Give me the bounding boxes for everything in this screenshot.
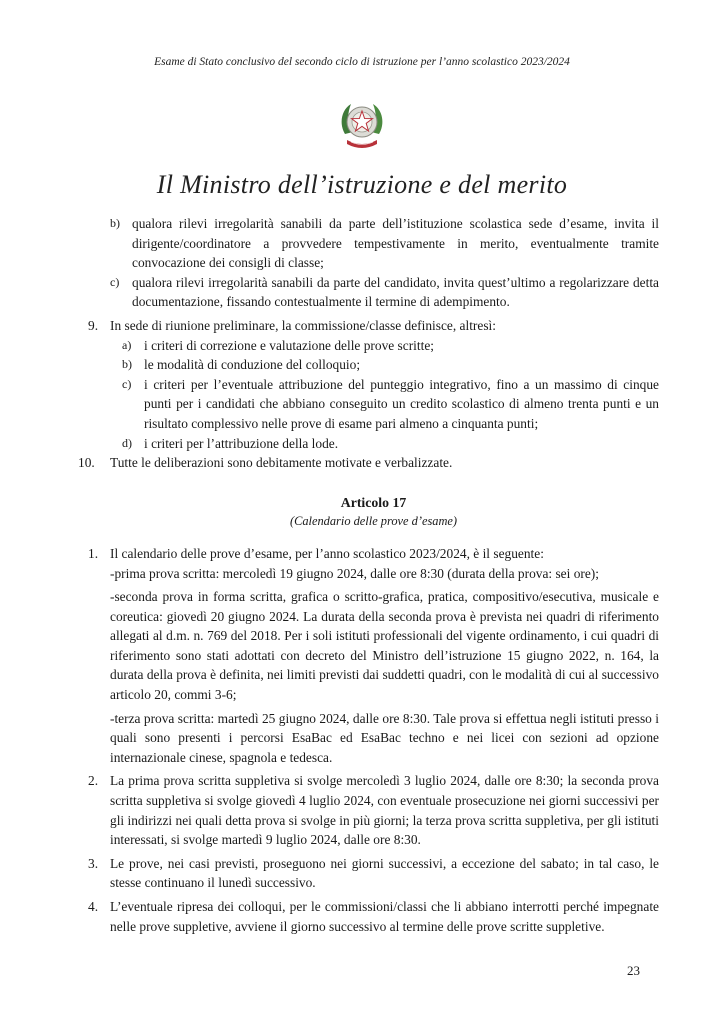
page-number: 23 [627, 963, 640, 978]
item-label: b) [110, 216, 120, 230]
numbered-item [78, 453, 659, 473]
numbered-item [88, 854, 659, 893]
list-item [88, 355, 659, 375]
item-text: Tutte le deliberazioni sono debitamente motivate e verbalizzate. [110, 455, 453, 471]
numbered-item [88, 544, 659, 772]
item-text: qualora rilevi irregolarità sanabili da parte del candidato, invita quest’ultimo a regolarizzare detta documentazione, fissando contestualmente il termine di adempimento. [132, 274, 659, 310]
item-number: 3. [88, 855, 99, 871]
article-title: Articolo 17 [340, 494, 407, 510]
list-item [88, 273, 659, 312]
list-item [88, 214, 659, 273]
list-item [88, 336, 659, 356]
paragraph: -terza prova scritta: martedì 25 giugno 2024, dalle ore 8:30. Tale prova si effettua negli istituti presso i quali sono presenti i percorsi EsaBac ed EsaBac techno e nei licei con sezioni ad opzione internazionale cinese, spagnola e tedesca. [110, 710, 659, 765]
list-item [88, 434, 659, 454]
item-label: a) [122, 337, 132, 352]
paragraph: -prima prova scritta: mercoledì 19 giugno 2024, dalle ore 8:30 (durata della prova: sei ore); [110, 565, 599, 581]
item-text: L’eventuale ripresa dei colloqui, per le commissioni/classi che li abbiano interrotti perché impegnate nelle prove suppletive, avviene il giorno successivo al termine delle prove scritte suppletive. [110, 899, 659, 934]
item-number: 9. [88, 317, 99, 333]
item-text: In sede di riunione preliminare, la commissione/classe definisce, altresì: [110, 317, 496, 333]
numbered-item [88, 771, 659, 849]
running-header: Esame di Stato conclusivo del secondo ciclo di istruzione per l’anno scolastico 2023/2024 [154, 56, 570, 68]
item-label: d) [122, 435, 132, 450]
paragraph: Il calendario delle prove d’esame, per l’anno scolastico 2023/2024, è il seguente: [110, 545, 544, 561]
item-text: le modalità di conduzione del colloquio; [144, 357, 361, 373]
item-number: 10. [78, 455, 95, 471]
italian-republic-emblem-icon [337, 96, 387, 154]
paragraph: -seconda prova in forma scritta, grafica o scritto-grafica, pratica, compositivo/esecutiva, musicale e coreutica: giovedì 20 giugno 2024. La durata della seconda prova è prevista nei quadri di riferimento allegati al d.m. n. 769 del 2018. Per i soli istituti professionali del vigente ordinamento, i cui quadri di riferimento sono stati adottati con decreto del Ministro dell’istruzione 15 giugno 2022, n. 164, la durata della prova è definita, nei limiti previsti dai suddetti quadri, con le modalità di cui al successivo articolo 20, commi 3-6; [110, 589, 659, 703]
item-text: La prima prova scritta suppletiva si svolge mercoledì 3 luglio 2024, dalle ore 8:30; la seconda prova scritta suppletiva si svolge giovedì 4 luglio 2024, con eventuale prosecuzione nei giorni successivi per gli indirizzi nei quali detta prova si svolge in più giorni; la terza prova scritta suppletiva, per gli istituti interessati, si svolge martedì 9 luglio 2024, dalle ore 8:30. [110, 773, 659, 848]
item-text: i criteri per l’eventuale attribuzione del punteggio integrativo, fino a un massimo di cinque punti per i candidati che abbiano conseguito un credito scolastico di almeno trenta punti e un risultato complessivo nelle prove di esame pari almeno a cinquanta punti; [144, 376, 659, 431]
item-label: c) [122, 376, 132, 391]
numbered-item [88, 897, 659, 936]
item-text: qualora rilevi irregolarità sanabili da parte dell’istituzione scolastica sede d’esame, invita il dirigente/coordinatore a provvedere tempestivamente in merito, eventualmente tramite convocazione dei consigli di classe; [132, 216, 659, 271]
item-number: 4. [88, 899, 99, 914]
document-body [78, 214, 659, 936]
item-label: b) [122, 357, 132, 372]
item-text: i criteri per l’attribuzione della lode. [144, 435, 339, 451]
item-number: 1. [88, 545, 99, 561]
minister-title: Il Ministro dell’istruzione e del merito [156, 170, 568, 199]
article-subtitle: (Calendario delle prove d’esame) [289, 514, 458, 529]
item-text: Le prove, nei casi previsti, proseguono nei giorni successivi, a eccezione del sabato; in tal caso, le stesse continuano il lunedì successivo. [110, 855, 659, 891]
numbered-item [88, 316, 659, 336]
item-number: 2. [88, 773, 99, 789]
item-text: i criteri di correzione e valutazione delle prove scritte; [144, 337, 434, 353]
list-item [88, 375, 659, 434]
item-label: c) [110, 274, 120, 289]
